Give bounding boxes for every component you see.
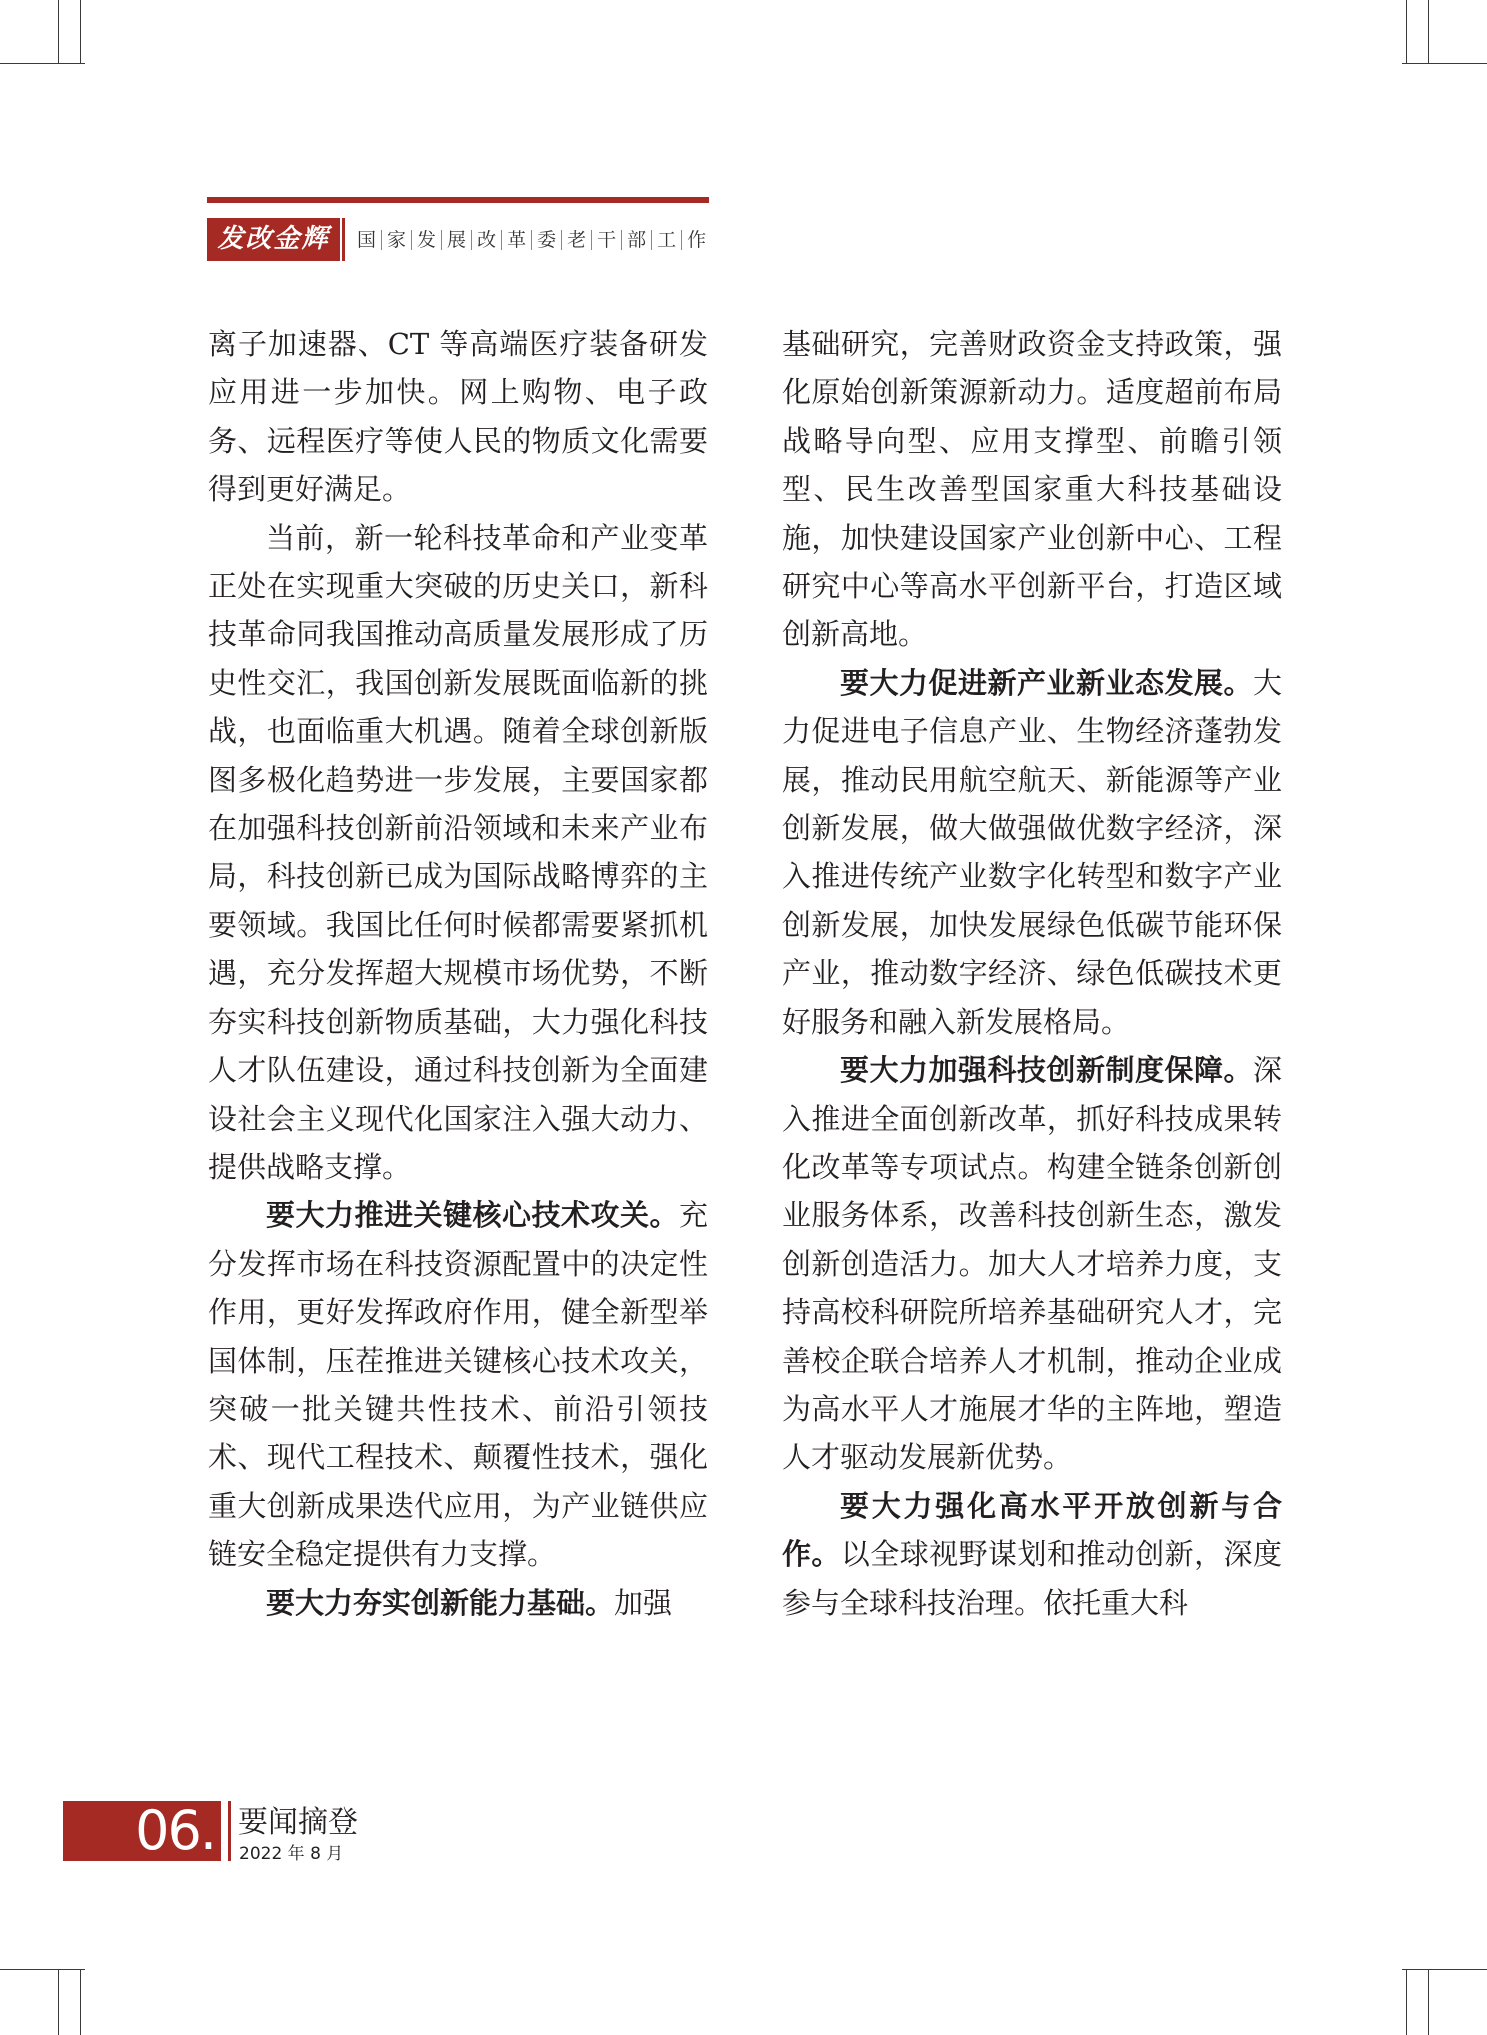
issue-date: 2022 年 8 月 [239,1844,344,1864]
paragraph-heading: 要大力夯实创新能力基础。 [266,1585,615,1620]
publication-logo: 发改金辉 [207,218,340,261]
crop-mark [1402,1969,1487,1970]
paragraph-text: 充分发挥市场在科技资源配置中的决定性作用，更好发挥政府作用，健全新型举国体制，压茬推进关键核心技术攻关，突破一批关键共性技术、前沿引领技术、现代工程技术、颠覆性技术，强化重大创新成果迭代应用，为产业链供应链安全稳定提供有力支撑。 [208,1198,708,1572]
paragraph-heading: 要大力促进新产业新业态发展。 [840,665,1253,700]
subtitle-char: 国 [352,230,382,250]
article-column-right [782,320,1282,1627]
paragraph-text: 当前，新一轮科技革命和产业变革正处在实现重大突破的历史关口，新科技革命同我国推动高质量发展形成了历史性交汇，我国创新发展既面临新的挑战，也面临重大机遇。随着全球创新版图多极化趋势进一步发展，主要国家都在加强科技创新前沿领域和未来产业布局，科技创新已成为国际战略博弈的主要领域。我国比任何时候都需要紧抓机遇，充分发挥超大规模市场优势，不断夯实科技创新物质基础，大力强化科技人才队伍建设，通过科技创新为全面建设社会主义现代化国家注入强大动力、提供战略支撑。 [208,520,708,1184]
subtitle-char: 展 [442,230,472,250]
subtitle-char: 家 [382,230,412,250]
subtitle-char: 老 [562,230,592,250]
crop-mark [58,1969,59,2035]
crop-mark [1406,0,1407,63]
article-column-left [208,320,708,1627]
subtitle-char: 部 [622,230,652,250]
subtitle-char: 发 [412,230,442,250]
paragraph [782,1482,1282,1627]
paragraph [782,320,1282,659]
paragraph [208,1579,708,1627]
crop-mark [1406,1969,1407,2035]
paragraph-heading: 要大力加强科技创新制度保障。 [840,1053,1253,1088]
publication-subtitle [352,222,711,258]
crop-mark [1402,63,1487,64]
crop-mark [1428,0,1429,63]
page-number: 06. [63,1801,221,1861]
paragraph-text: 以全球视野谋划和推动创新，深度参与全球科技治理。依托重大科 [782,1537,1282,1620]
crop-mark [80,0,81,63]
paragraph [208,1191,708,1578]
crop-mark [80,1969,81,2035]
paragraph-text: 离子加速器、CT 等高端医疗装备研发应用进一步加快。网上购物、电子政务、远程医疗等使人民的物质文化需要得到更好满足。 [208,327,708,507]
paragraph [782,1046,1282,1482]
subtitle-char: 改 [472,230,502,250]
subtitle-char: 革 [502,230,532,250]
subtitle-char: 干 [592,230,622,250]
section-title: 要闻摘登 [238,1805,358,1840]
paragraph-heading: 要大力推进关键核心技术攻关。 [266,1198,679,1233]
paragraph-text: 大力促进电子信息产业、生物经济蓬勃发展，推动民用航空航天、新能源等产业创新发展，做大做强做优数字经济，深入推进传统产业数字化转型和数字产业创新发展，加快发展绿色低碳节能环保产业，推动数字经济、绿色低碳技术更好服务和融入新发展格局。 [782,665,1282,1039]
paragraph [208,514,708,1192]
crop-mark [0,1969,85,1970]
paragraph-text: 深入推进全面创新改革，抓好科技成果转化改革等专项试点。构建全链条创新创业服务体系，改善科技创新生态，激发创新创造活力。加大人才培养力度，支持高校科研院所培养基础研究人才，完善校企联合培养人才机制，推动企业成为高水平人才施展才华的主阵地，塑造人才驱动发展新优势。 [782,1053,1282,1475]
subtitle-char: 委 [532,230,562,250]
paragraph-text: 基础研究，完善财政资金支持政策，强化原始创新策源新动力。适度超前布局战略导向型、应用支撑型、前瞻引领型、民生改善型国家重大科技基础设施，加快建设国家产业创新中心、工程研究中心等高水平创新平台，打造区域创新高地。 [782,327,1282,652]
header-rule [207,197,709,203]
paragraph [782,659,1282,1046]
paragraph-text: 加强 [614,1585,673,1620]
subtitle-char: 工 [652,230,682,250]
paragraph [208,320,708,514]
footer-divider [228,1801,231,1861]
subtitle-char: 作 [687,229,707,251]
logo-divider [342,218,345,261]
paragraph-heading: 要大力强化高水平开放创新与合作。 [782,1488,1282,1572]
crop-mark [1428,1969,1429,2035]
crop-mark [58,0,59,63]
crop-mark [0,63,85,64]
